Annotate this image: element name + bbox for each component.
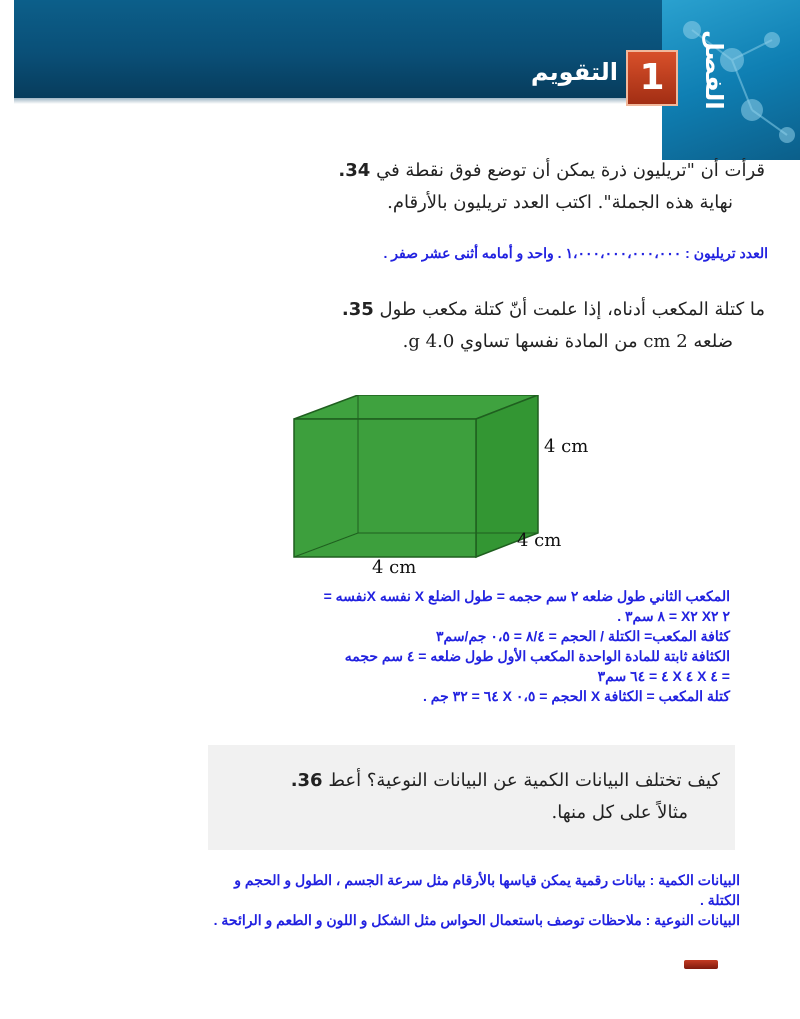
q35-answer-line: ٢ X٢ X٢ = ٨ سم٣ . — [617, 608, 730, 624]
q35-answer-line: كثافة المكعب= الكتلة / الحجم = ٨/٤ = ٠،٥ جم/سم٣ — [435, 628, 730, 644]
q36-line1 — [215, 765, 720, 797]
q35-answer-line: الكثافة ثابتة للمادة الواحدة المكعب الأول طول ضلعه = ٤ سم حجمه — [344, 648, 730, 664]
cube-height-label: 4 cm — [544, 436, 589, 457]
q36-answer-line: البيانات النوعية : ملاحظات توصف باستعمال الحواس مثل الشكل و اللون و الطعم و الرائحة . — [213, 912, 740, 928]
cube-front-face — [294, 419, 476, 557]
q34-answer: العدد تريليون : ١،٠٠٠،٠٠٠،٠٠٠،٠٠٠ . واحد و أمامه أثنى عشر صفر . — [383, 245, 768, 261]
cube-width-label: 4 cm — [372, 557, 417, 578]
q36-number: 36. — [290, 770, 323, 791]
q34-line2: نهاية هذه الجملة". اكتب العدد تريليون بالأرقام. — [387, 192, 733, 213]
page-marker — [684, 960, 718, 969]
q35-line2: ضلعه 2 cm من المادة نفسها تساوي 4.0 g. — [402, 331, 733, 352]
q36-answer-line: الكتلة . — [699, 892, 740, 908]
q34-line1-text: قرأت أن "تريليون ذرة يمكن أن توضع فوق نقطة في — [376, 160, 765, 181]
q35-answer — [90, 586, 730, 706]
q35-number: 35. — [341, 299, 374, 320]
q36-answer — [30, 870, 740, 930]
q36-text — [215, 765, 720, 829]
chapter-number: 1 — [626, 50, 678, 106]
cube-depth-label: 4 cm — [517, 530, 562, 551]
q35-text — [150, 294, 765, 358]
q34-number: 34. — [338, 160, 371, 181]
q35-line1 — [150, 294, 765, 326]
q36-line2: مثالاً على كل منها. — [551, 802, 688, 823]
section-title: التقويم — [530, 58, 618, 86]
q34-line1 — [150, 155, 765, 187]
molecule-decoration-icon — [662, 0, 800, 160]
q35-line1-text: ما كتلة المكعب أدناه، إذا علمت أنّ كتلة مكعب طول — [379, 299, 765, 320]
q35-answer-line: المكعب الثاني طول ضلعه ٢ سم حجمه = طول الضلع X نفسه Xنفسه = — [323, 588, 730, 604]
q35-answer-line: كتلة المكعب = الكثافة X الحجم = ٠،٥ X ٦٤ = ٣٢ جم . — [423, 688, 730, 704]
chapter-label: الفصل — [700, 30, 728, 110]
q34-text — [150, 155, 765, 219]
q36-line1-text: كيف تختلف البيانات الكمية عن البيانات النوعية؟ أعط — [328, 770, 720, 791]
chapter-tab — [662, 0, 800, 160]
cube-figure — [280, 395, 610, 585]
q35-answer-line: = ٤ X ٤ X ٤ = ٦٤ سم٣ — [597, 668, 730, 684]
q36-answer-line: البيانات الكمية : بيانات رقمية يمكن قياسها بالأرقام مثل سرعة الجسم ، الطول و الحجم و — [234, 872, 740, 888]
